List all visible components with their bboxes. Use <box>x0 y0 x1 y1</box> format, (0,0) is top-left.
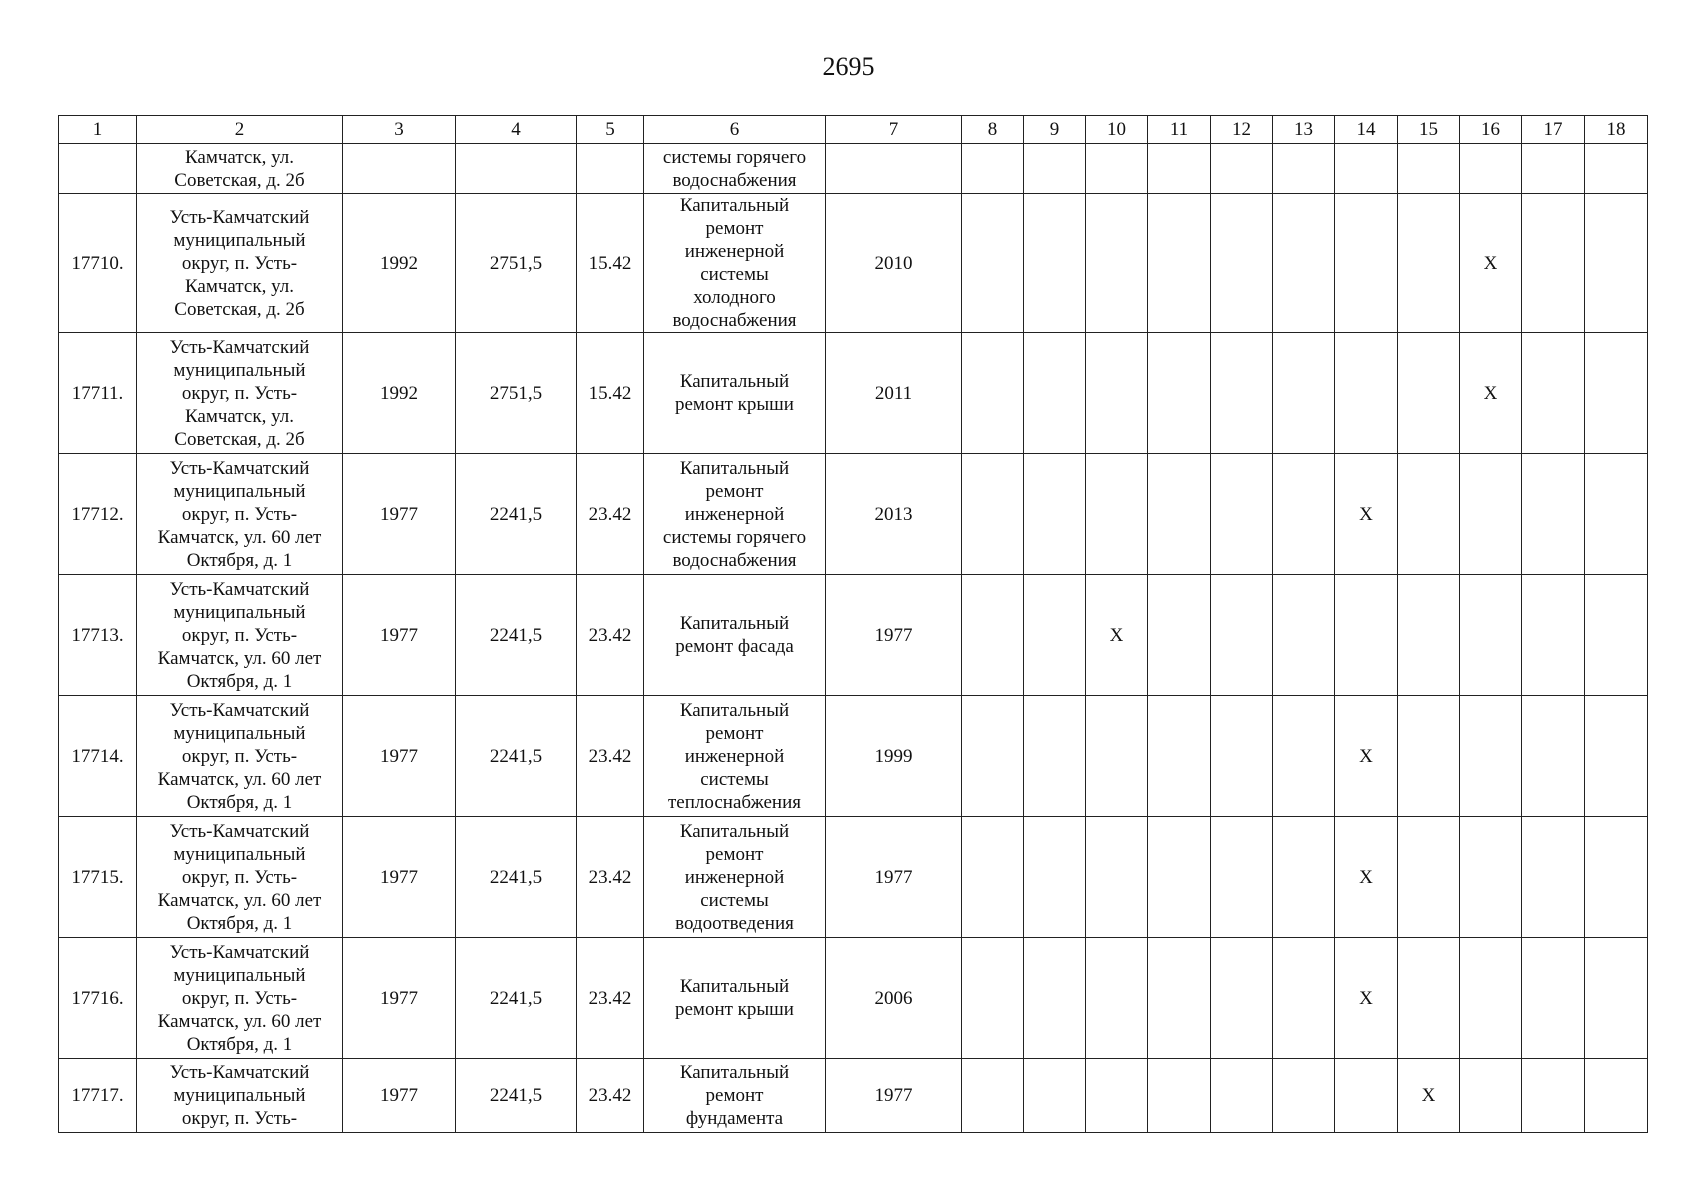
empty-cell-col-17 <box>1522 1059 1585 1133</box>
column-header: 10 <box>1086 116 1148 144</box>
empty-cell-col-12 <box>1211 333 1273 454</box>
empty-cell-col-18 <box>1585 454 1648 575</box>
column-header: 11 <box>1148 116 1211 144</box>
year-built-cell: 1977 <box>343 938 456 1059</box>
work-type-cell: системы горячего водоснабжения <box>644 144 826 194</box>
wear-cell: 15.42 <box>577 333 644 454</box>
empty-cell-col-11 <box>1148 194 1211 333</box>
empty-cell-col-8 <box>962 575 1024 696</box>
last-repair-year-cell <box>826 144 962 194</box>
empty-cell-col-12 <box>1211 194 1273 333</box>
empty-cell-col-8 <box>962 696 1024 817</box>
last-repair-year-cell: 1977 <box>826 1059 962 1133</box>
mark-cell-col-14: Х <box>1335 938 1398 1059</box>
area-cell <box>456 144 577 194</box>
work-type-cell: Капитальный ремонт инженерной системы теплоснабжения <box>644 696 826 817</box>
empty-cell-col-8 <box>962 144 1024 194</box>
empty-cell-col-17 <box>1522 817 1585 938</box>
empty-cell-col-8 <box>962 817 1024 938</box>
wear-cell: 15.42 <box>577 194 644 333</box>
column-header: 13 <box>1273 116 1335 144</box>
area-cell: 2751,5 <box>456 333 577 454</box>
empty-cell-col-14 <box>1335 333 1398 454</box>
empty-cell-col-16 <box>1460 696 1522 817</box>
empty-cell-col-18 <box>1585 333 1648 454</box>
empty-cell-col-13 <box>1273 144 1335 194</box>
column-header: 1 <box>59 116 137 144</box>
row-number-cell: 17717. <box>59 1059 137 1133</box>
year-built-cell <box>343 144 456 194</box>
column-header: 7 <box>826 116 962 144</box>
mark-cell-col-16: Х <box>1460 333 1522 454</box>
empty-cell-col-14 <box>1335 144 1398 194</box>
empty-cell-col-13 <box>1273 938 1335 1059</box>
empty-cell-col-10 <box>1086 696 1148 817</box>
empty-cell-col-13 <box>1273 1059 1335 1133</box>
address-cell: Усть-Камчатский муниципальный округ, п. Усть- Камчатск, ул. 60 лет Октября, д. 1 <box>137 696 343 817</box>
empty-cell-col-15 <box>1398 575 1460 696</box>
empty-cell-col-9 <box>1024 696 1086 817</box>
address-cell: Усть-Камчатский муниципальный округ, п. Усть- Камчатск, ул. Советская, д. 2б <box>137 333 343 454</box>
work-type-cell: Капитальный ремонт инженерной системы водоотведения <box>644 817 826 938</box>
last-repair-year-cell: 1977 <box>826 575 962 696</box>
wear-cell <box>577 144 644 194</box>
row-number-cell: 17713. <box>59 575 137 696</box>
empty-cell-col-15 <box>1398 144 1460 194</box>
work-type-cell: Капитальный ремонт крыши <box>644 938 826 1059</box>
empty-cell-col-8 <box>962 1059 1024 1133</box>
address-cell: Усть-Камчатский муниципальный округ, п. Усть- Камчатск, ул. 60 лет Октября, д. 1 <box>137 575 343 696</box>
empty-cell-col-13 <box>1273 194 1335 333</box>
column-header: 14 <box>1335 116 1398 144</box>
year-built-cell: 1977 <box>343 696 456 817</box>
empty-cell-col-9 <box>1024 938 1086 1059</box>
empty-cell-col-17 <box>1522 144 1585 194</box>
column-header: 16 <box>1460 116 1522 144</box>
table-row <box>59 938 1648 1059</box>
table-row <box>59 1059 1648 1133</box>
empty-cell-col-15 <box>1398 938 1460 1059</box>
empty-cell-col-13 <box>1273 575 1335 696</box>
empty-cell-col-13 <box>1273 817 1335 938</box>
last-repair-year-cell: 1999 <box>826 696 962 817</box>
empty-cell-col-10 <box>1086 817 1148 938</box>
empty-cell-col-9 <box>1024 575 1086 696</box>
empty-cell-col-11 <box>1148 144 1211 194</box>
empty-cell-col-12 <box>1211 696 1273 817</box>
row-number-cell: 17716. <box>59 938 137 1059</box>
empty-cell-col-10 <box>1086 454 1148 575</box>
empty-cell-col-9 <box>1024 194 1086 333</box>
empty-cell-col-18 <box>1585 144 1648 194</box>
empty-cell-col-12 <box>1211 817 1273 938</box>
year-built-cell: 1992 <box>343 333 456 454</box>
mark-cell-col-10: Х <box>1086 575 1148 696</box>
column-header: 4 <box>456 116 577 144</box>
column-header: 2 <box>137 116 343 144</box>
column-header: 9 <box>1024 116 1086 144</box>
wear-cell: 23.42 <box>577 817 644 938</box>
mark-cell-col-15: Х <box>1398 1059 1460 1133</box>
address-cell: Усть-Камчатский муниципальный округ, п. Усть- Камчатск, ул. 60 лет Октября, д. 1 <box>137 817 343 938</box>
area-cell: 2241,5 <box>456 817 577 938</box>
empty-cell-col-18 <box>1585 194 1648 333</box>
empty-cell-col-10 <box>1086 938 1148 1059</box>
row-number-cell: 17710. <box>59 194 137 333</box>
address-cell: Усть-Камчатский муниципальный округ, п. Усть- Камчатск, ул. Советская, д. 2б <box>137 194 343 333</box>
empty-cell-col-18 <box>1585 575 1648 696</box>
row-number-cell: 17711. <box>59 333 137 454</box>
empty-cell-col-10 <box>1086 144 1148 194</box>
work-type-cell: Капитальный ремонт инженерной системы горячего водоснабжения <box>644 454 826 575</box>
empty-cell-col-16 <box>1460 144 1522 194</box>
table-row <box>59 575 1648 696</box>
wear-cell: 23.42 <box>577 454 644 575</box>
empty-cell-col-12 <box>1211 144 1273 194</box>
empty-cell-col-17 <box>1522 454 1585 575</box>
area-cell: 2241,5 <box>456 454 577 575</box>
mark-cell-col-14: Х <box>1335 696 1398 817</box>
empty-cell-col-9 <box>1024 144 1086 194</box>
column-header: 8 <box>962 116 1024 144</box>
empty-cell-col-13 <box>1273 696 1335 817</box>
empty-cell-col-11 <box>1148 1059 1211 1133</box>
mark-cell-col-14: Х <box>1335 454 1398 575</box>
empty-cell-col-15 <box>1398 696 1460 817</box>
empty-cell-col-13 <box>1273 333 1335 454</box>
work-type-cell: Капитальный ремонт инженерной системы холодного водоснабжения <box>644 194 826 333</box>
work-type-cell: Капитальный ремонт фундамента <box>644 1059 826 1133</box>
empty-cell-col-14 <box>1335 194 1398 333</box>
empty-cell-col-12 <box>1211 575 1273 696</box>
area-cell: 2241,5 <box>456 696 577 817</box>
empty-cell-col-17 <box>1522 333 1585 454</box>
empty-cell-col-15 <box>1398 333 1460 454</box>
empty-cell-col-17 <box>1522 696 1585 817</box>
table-row <box>59 454 1648 575</box>
empty-cell-col-14 <box>1335 575 1398 696</box>
column-header: 18 <box>1585 116 1648 144</box>
column-header: 15 <box>1398 116 1460 144</box>
empty-cell-col-18 <box>1585 938 1648 1059</box>
empty-cell-col-12 <box>1211 938 1273 1059</box>
column-header: 5 <box>577 116 644 144</box>
empty-cell-col-8 <box>962 938 1024 1059</box>
empty-cell-col-16 <box>1460 575 1522 696</box>
empty-cell-col-8 <box>962 454 1024 575</box>
wear-cell: 23.42 <box>577 938 644 1059</box>
area-cell: 2751,5 <box>456 194 577 333</box>
empty-cell-col-12 <box>1211 1059 1273 1133</box>
address-cell: Камчатск, ул. Советская, д. 2б <box>137 144 343 194</box>
empty-cell-col-11 <box>1148 454 1211 575</box>
empty-cell-col-11 <box>1148 575 1211 696</box>
empty-cell-col-9 <box>1024 454 1086 575</box>
empty-cell-col-17 <box>1522 938 1585 1059</box>
empty-cell-col-11 <box>1148 696 1211 817</box>
empty-cell-col-13 <box>1273 454 1335 575</box>
mark-cell-col-14: Х <box>1335 817 1398 938</box>
table-row <box>59 333 1648 454</box>
repair-register-table <box>58 115 1648 1133</box>
wear-cell: 23.42 <box>577 575 644 696</box>
empty-cell-col-14 <box>1335 1059 1398 1133</box>
wear-cell: 23.42 <box>577 696 644 817</box>
row-number-cell: 17712. <box>59 454 137 575</box>
last-repair-year-cell: 2013 <box>826 454 962 575</box>
empty-cell-col-15 <box>1398 194 1460 333</box>
year-built-cell: 1977 <box>343 1059 456 1133</box>
work-type-cell: Капитальный ремонт фасада <box>644 575 826 696</box>
table-row <box>59 696 1648 817</box>
table-row <box>59 194 1648 333</box>
empty-cell-col-11 <box>1148 817 1211 938</box>
work-type-cell: Капитальный ремонт крыши <box>644 333 826 454</box>
year-built-cell: 1977 <box>343 575 456 696</box>
empty-cell-col-16 <box>1460 817 1522 938</box>
year-built-cell: 1977 <box>343 817 456 938</box>
empty-cell-col-11 <box>1148 938 1211 1059</box>
empty-cell-col-18 <box>1585 1059 1648 1133</box>
empty-cell-col-8 <box>962 194 1024 333</box>
area-cell: 2241,5 <box>456 575 577 696</box>
empty-cell-col-12 <box>1211 454 1273 575</box>
address-cell: Усть-Камчатский муниципальный округ, п. Усть- Камчатск, ул. 60 лет Октября, д. 1 <box>137 938 343 1059</box>
empty-cell-col-15 <box>1398 454 1460 575</box>
row-number-cell: 17714. <box>59 696 137 817</box>
address-cell: Усть-Камчатский муниципальный округ, п. Усть- Камчатск, ул. 60 лет Октября, д. 1 <box>137 454 343 575</box>
last-repair-year-cell: 2006 <box>826 938 962 1059</box>
column-header: 6 <box>644 116 826 144</box>
empty-cell-col-9 <box>1024 1059 1086 1133</box>
empty-cell-col-18 <box>1585 696 1648 817</box>
row-number-cell <box>59 144 137 194</box>
empty-cell-col-16 <box>1460 1059 1522 1133</box>
empty-cell-col-17 <box>1522 194 1585 333</box>
address-cell: Усть-Камчатский муниципальный округ, п. Усть- <box>137 1059 343 1133</box>
last-repair-year-cell: 2011 <box>826 333 962 454</box>
year-built-cell: 1992 <box>343 194 456 333</box>
page-number: 2695 <box>822 52 875 81</box>
empty-cell-col-18 <box>1585 817 1648 938</box>
mark-cell-col-16: Х <box>1460 194 1522 333</box>
column-header: 12 <box>1211 116 1273 144</box>
area-cell: 2241,5 <box>456 1059 577 1133</box>
column-header: 3 <box>343 116 456 144</box>
empty-cell-col-10 <box>1086 194 1148 333</box>
empty-cell-col-17 <box>1522 575 1585 696</box>
wear-cell: 23.42 <box>577 1059 644 1133</box>
empty-cell-col-15 <box>1398 817 1460 938</box>
empty-cell-col-8 <box>962 333 1024 454</box>
empty-cell-col-9 <box>1024 817 1086 938</box>
column-header: 17 <box>1522 116 1585 144</box>
year-built-cell: 1977 <box>343 454 456 575</box>
table-body <box>59 144 1648 1133</box>
empty-cell-col-10 <box>1086 333 1148 454</box>
empty-cell-col-11 <box>1148 333 1211 454</box>
area-cell: 2241,5 <box>456 938 577 1059</box>
empty-cell-col-9 <box>1024 333 1086 454</box>
last-repair-year-cell: 2010 <box>826 194 962 333</box>
table-row <box>59 817 1648 938</box>
last-repair-year-cell: 1977 <box>826 817 962 938</box>
empty-cell-col-16 <box>1460 454 1522 575</box>
empty-cell-col-16 <box>1460 938 1522 1059</box>
table-row <box>59 144 1648 194</box>
column-number-header-row <box>59 116 1648 144</box>
row-number-cell: 17715. <box>59 817 137 938</box>
empty-cell-col-10 <box>1086 1059 1148 1133</box>
